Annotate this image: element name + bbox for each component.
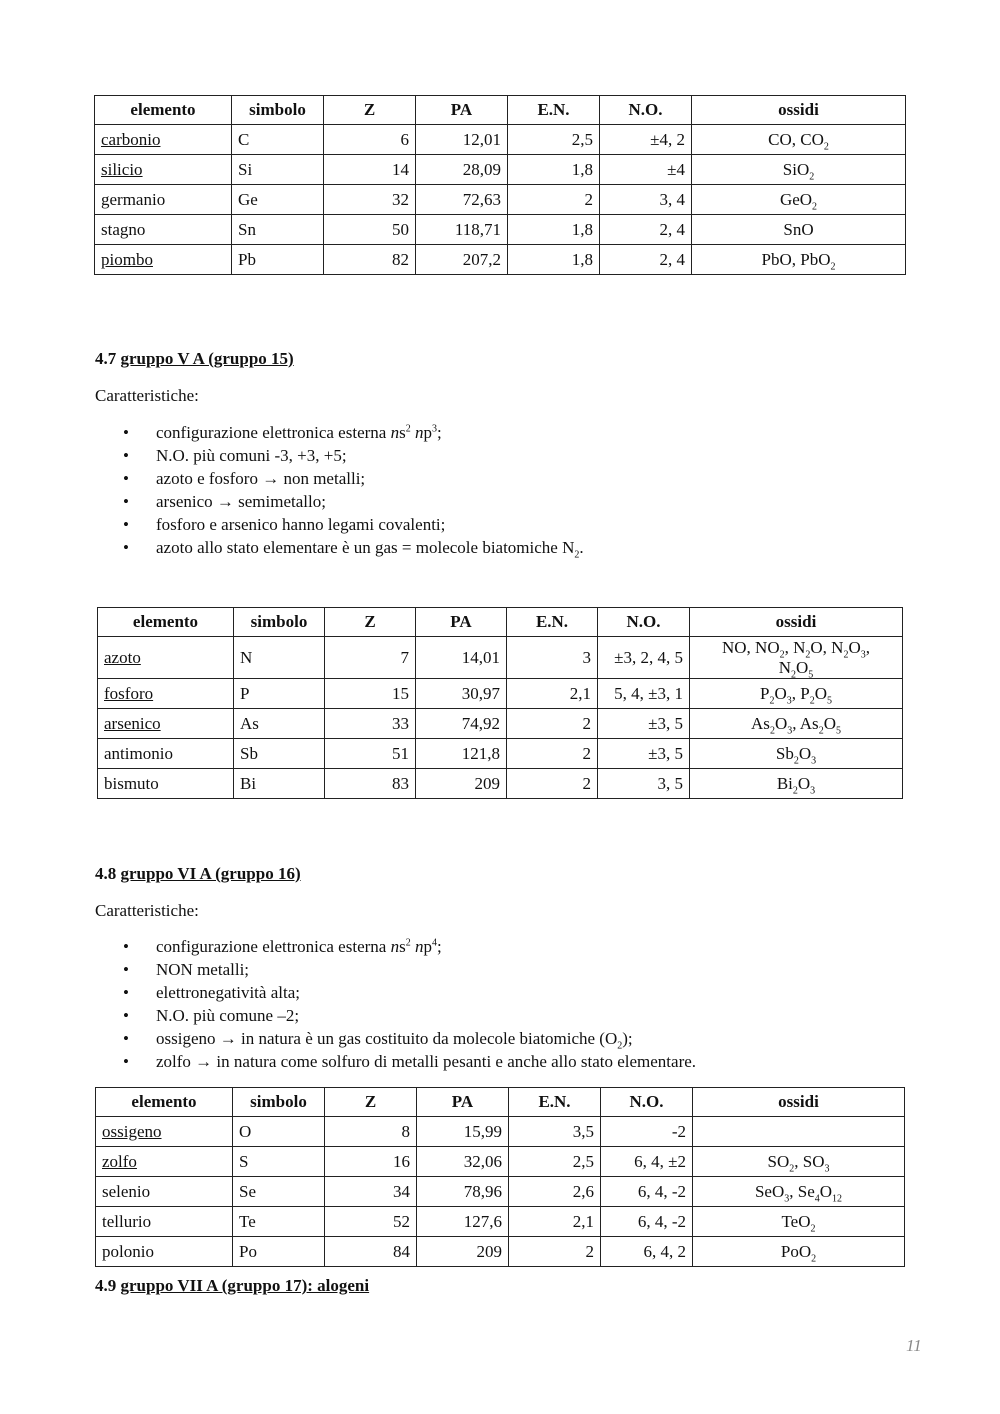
intro-text: Caratteristiche: [95,901,199,920]
oxidation-number-cell: ±3, 5 [598,739,690,769]
column-header: PA [416,96,508,125]
column-header: Z [325,1088,417,1117]
column-header: ossidi [693,1088,905,1117]
atomic-weight-cell: 28,09 [416,155,508,185]
section-title: gruppo VII A (gruppo 17): alogeni [120,1276,370,1295]
atomic-number-cell: 14 [324,155,416,185]
element-name-cell [98,679,234,709]
oxidation-number-cell: 5, 4, ±3, 1 [598,679,690,709]
electronegativity-cell: 3,5 [509,1117,601,1147]
electronegativity-cell: 2 [507,769,598,799]
symbol-cell: C [232,125,324,155]
bullet-list-group-15 [95,421,584,559]
atomic-weight-cell: 74,92 [416,709,507,739]
section-number: 4.8 [95,864,117,883]
oxides-cell: $Sb_2O_3$ [690,739,903,769]
table-row [96,1147,905,1177]
atomic-number-cell: 16 [325,1147,417,1177]
column-header: elemento [96,1088,233,1117]
column-header: ossidi [692,96,906,125]
symbol-cell: N [234,637,325,679]
element-name-cell [95,215,232,245]
symbol-cell: Ge [232,185,324,215]
element-name: germanio [101,189,166,209]
table-row [98,769,903,799]
symbol-cell: P [234,679,325,709]
electronegativity-cell: 1,8 [508,155,600,185]
oxides-cell: $As_2O_3$, $As_2O_5$ [690,709,903,739]
oxides-cell: CO, $CO_2$ [692,125,906,155]
oxidation-number-cell: 6, 4, 2 [601,1237,693,1267]
atomic-weight-cell: 209 [417,1237,509,1267]
table-row [98,739,903,769]
oxides-cell: $Bi_2O_3$ [690,769,903,799]
symbol-cell: As [234,709,325,739]
column-header: PA [417,1088,509,1117]
element-link[interactable]: fosforo [104,683,154,703]
atomic-number-cell: 83 [325,769,416,799]
bullet-item: • NON metalli; [95,958,696,981]
element-name-cell [96,1237,233,1267]
column-header: PA [416,608,507,637]
symbol-cell: Sn [232,215,324,245]
section-heading-group-17 [95,1276,369,1296]
symbol-cell: Sb [234,739,325,769]
electronegativity-cell: 2 [507,709,598,739]
element-name-cell [95,245,232,275]
oxidation-number-cell: 2, 4 [600,245,692,275]
element-name-cell [98,739,234,769]
element-link[interactable]: ossigeno [102,1121,162,1141]
oxides-cell: SnO [692,215,906,245]
oxides-cell: SeO$_3$, $Se_4O_{12}$ [693,1177,905,1207]
table-row [95,155,906,185]
electronegativity-cell: 2 [508,185,600,215]
oxides-cell: TeO$_2$ [693,1207,905,1237]
symbol-cell: Po [233,1237,325,1267]
section-title: gruppo V A (gruppo 15) [120,349,294,368]
oxides-cell: PbO, PbO$_2$ [692,245,906,275]
atomic-number-cell: 82 [324,245,416,275]
oxides-cell: GeO$_2$ [692,185,906,215]
atomic-number-cell: 52 [325,1207,417,1237]
bullet-list-group-16 [95,935,696,1073]
electronegativity-cell: 2 [507,739,598,769]
table-row [98,637,903,679]
atomic-weight-cell: 118,71 [416,215,508,245]
electronegativity-cell: 2,5 [509,1147,601,1177]
oxidation-number-cell: -2 [601,1117,693,1147]
element-name-cell [96,1147,233,1177]
element-name-cell [98,769,234,799]
bullet-item: • configurazione elettronica esterna $ns^2$ $np^3$; [95,421,584,444]
symbol-cell: Pb [232,245,324,275]
section-number: 4.9 [95,1276,117,1295]
atomic-weight-cell: 207,2 [416,245,508,275]
oxides-cell [693,1117,905,1147]
bullet-item: • configurazione elettronica esterna $ns^2$ $np^4$; [95,935,696,958]
bullet-item: • fosforo e arsenico hanno legami covalenti; [95,513,584,536]
symbol-cell: Bi [234,769,325,799]
column-header: simbolo [232,96,324,125]
bullet-item: • ossigeno → in natura è un gas costituito da molecole biatomiche $(O_2)$; [95,1027,696,1050]
column-header: elemento [95,96,232,125]
element-name-cell [98,637,234,679]
electronegativity-cell: 2 [509,1237,601,1267]
column-header: Z [325,608,416,637]
atomic-number-cell: 33 [325,709,416,739]
symbol-cell: Si [232,155,324,185]
bullet-item: • elettronegatività alta; [95,981,696,1004]
atomic-number-cell: 32 [324,185,416,215]
table-row [95,245,906,275]
electronegativity-cell: 2,5 [508,125,600,155]
table-header-row [95,96,906,125]
atomic-number-cell: 50 [324,215,416,245]
symbol-cell: S [233,1147,325,1177]
electronegativity-cell: 1,8 [508,245,600,275]
bullet-item: • arsenico → semimetallo; [95,490,584,513]
bullet-item: • N.O. più comuni -3, +3, +5; [95,444,584,467]
atomic-weight-cell: 209 [416,769,507,799]
table-row [98,679,903,709]
element-name: tellurio [102,1211,152,1231]
column-header: ossidi [690,608,903,637]
oxidation-number-cell: 2, 4 [600,215,692,245]
atomic-weight-cell: 127,6 [417,1207,509,1237]
atomic-number-cell: 15 [325,679,416,709]
element-name-cell [96,1177,233,1207]
page-number: 11 [906,1336,922,1355]
oxidation-number-cell: 6, 4, -2 [601,1207,693,1237]
table-row [95,215,906,245]
table-header-row [96,1088,905,1117]
electronegativity-cell: 1,8 [508,215,600,245]
atomic-weight-cell: 30,97 [416,679,507,709]
column-header: E.N. [508,96,600,125]
symbol-cell: Te [233,1207,325,1237]
element-link[interactable]: arsenico [104,713,161,733]
oxidation-number-cell: 3, 4 [600,185,692,215]
oxidation-number-cell: 6, 4, ±2 [601,1147,693,1177]
oxidation-number-cell: 6, 4, -2 [601,1177,693,1207]
oxides-cell: $SO_2$, $SO_3$ [693,1147,905,1177]
element-name-cell [96,1117,233,1147]
oxidation-number-cell: ±4 [600,155,692,185]
element-name-cell [95,155,232,185]
section-title: gruppo VI A (gruppo 16) [120,864,301,883]
column-header: simbolo [233,1088,325,1117]
bullet-item: • azoto allo stato elementare è un gas = molecole biatomiche $N_2$. [95,536,584,559]
element-link[interactable]: azoto [104,647,141,667]
atomic-weight-cell: 15,99 [417,1117,509,1147]
bullet-item: • zolfo → in natura come solfuro di metalli pesanti e anche allo stato elementare. [95,1050,696,1073]
atomic-weight-cell: 32,06 [417,1147,509,1177]
oxides-cell: SiO$_2$ [692,155,906,185]
table-row [96,1207,905,1237]
atomic-number-cell: 8 [325,1117,417,1147]
oxidation-number-cell: 3, 5 [598,769,690,799]
symbol-cell: Se [233,1177,325,1207]
element-name: bismuto [104,773,159,793]
atomic-weight-cell: 14,01 [416,637,507,679]
symbol-cell: O [233,1117,325,1147]
element-link[interactable]: piombo [101,249,153,269]
column-header: N.O. [600,96,692,125]
element-name-cell [95,125,232,155]
atomic-number-cell: 34 [325,1177,417,1207]
oxides-cell: NO, $NO_2$, $N_2O$, $N_2O_3$, $N_2O_5$ [690,637,903,679]
bullet-item: • N.O. più comune –2; [95,1004,696,1027]
column-header: elemento [98,608,234,637]
atomic-number-cell: 51 [325,739,416,769]
oxidation-number-cell: ±4, 2 [600,125,692,155]
table-group-14 [94,95,906,275]
table-row [96,1237,905,1267]
oxides-cell: PoO$_2$ [693,1237,905,1267]
element-link[interactable]: silicio [101,159,143,179]
section-heading-group-16 [95,864,301,884]
table-header-row [98,608,903,637]
element-name: antimonio [104,743,173,763]
element-name-cell [96,1207,233,1237]
bullet-item: • azoto e fosforo → non metalli; [95,467,584,490]
electronegativity-cell: 2,1 [509,1207,601,1237]
table-row [96,1117,905,1147]
atomic-number-cell: 7 [325,637,416,679]
table-row [96,1177,905,1207]
column-header: E.N. [509,1088,601,1117]
electronegativity-cell: 2,6 [509,1177,601,1207]
column-header: simbolo [234,608,325,637]
table-group-16 [95,1087,905,1267]
atomic-weight-cell: 72,63 [416,185,508,215]
element-link[interactable]: carbonio [101,129,161,149]
table-row [95,125,906,155]
element-name: stagno [101,219,146,239]
column-header: N.O. [601,1088,693,1117]
element-link[interactable]: zolfo [102,1151,137,1171]
atomic-weight-cell: 78,96 [417,1177,509,1207]
column-header: N.O. [598,608,690,637]
element-name-cell [98,709,234,739]
table-group-15 [97,607,903,799]
column-header: E.N. [507,608,598,637]
electronegativity-cell: 3 [507,637,598,679]
column-header: Z [324,96,416,125]
electronegativity-cell: 2,1 [507,679,598,709]
atomic-number-cell: 6 [324,125,416,155]
section-number: 4.7 [95,349,117,368]
table-row [95,185,906,215]
element-name-cell [95,185,232,215]
element-name: selenio [102,1181,151,1201]
oxidation-number-cell: ±3, 5 [598,709,690,739]
atomic-weight-cell: 121,8 [416,739,507,769]
table-row [98,709,903,739]
intro-text: Caratteristiche: [95,386,199,405]
oxidation-number-cell: ±3, 2, 4, 5 [598,637,690,679]
oxides-cell: $P_2O_3$, $P_2O_5$ [690,679,903,709]
atomic-number-cell: 84 [325,1237,417,1267]
element-name: polonio [102,1241,154,1261]
section-heading-group-15 [95,349,294,369]
atomic-weight-cell: 12,01 [416,125,508,155]
